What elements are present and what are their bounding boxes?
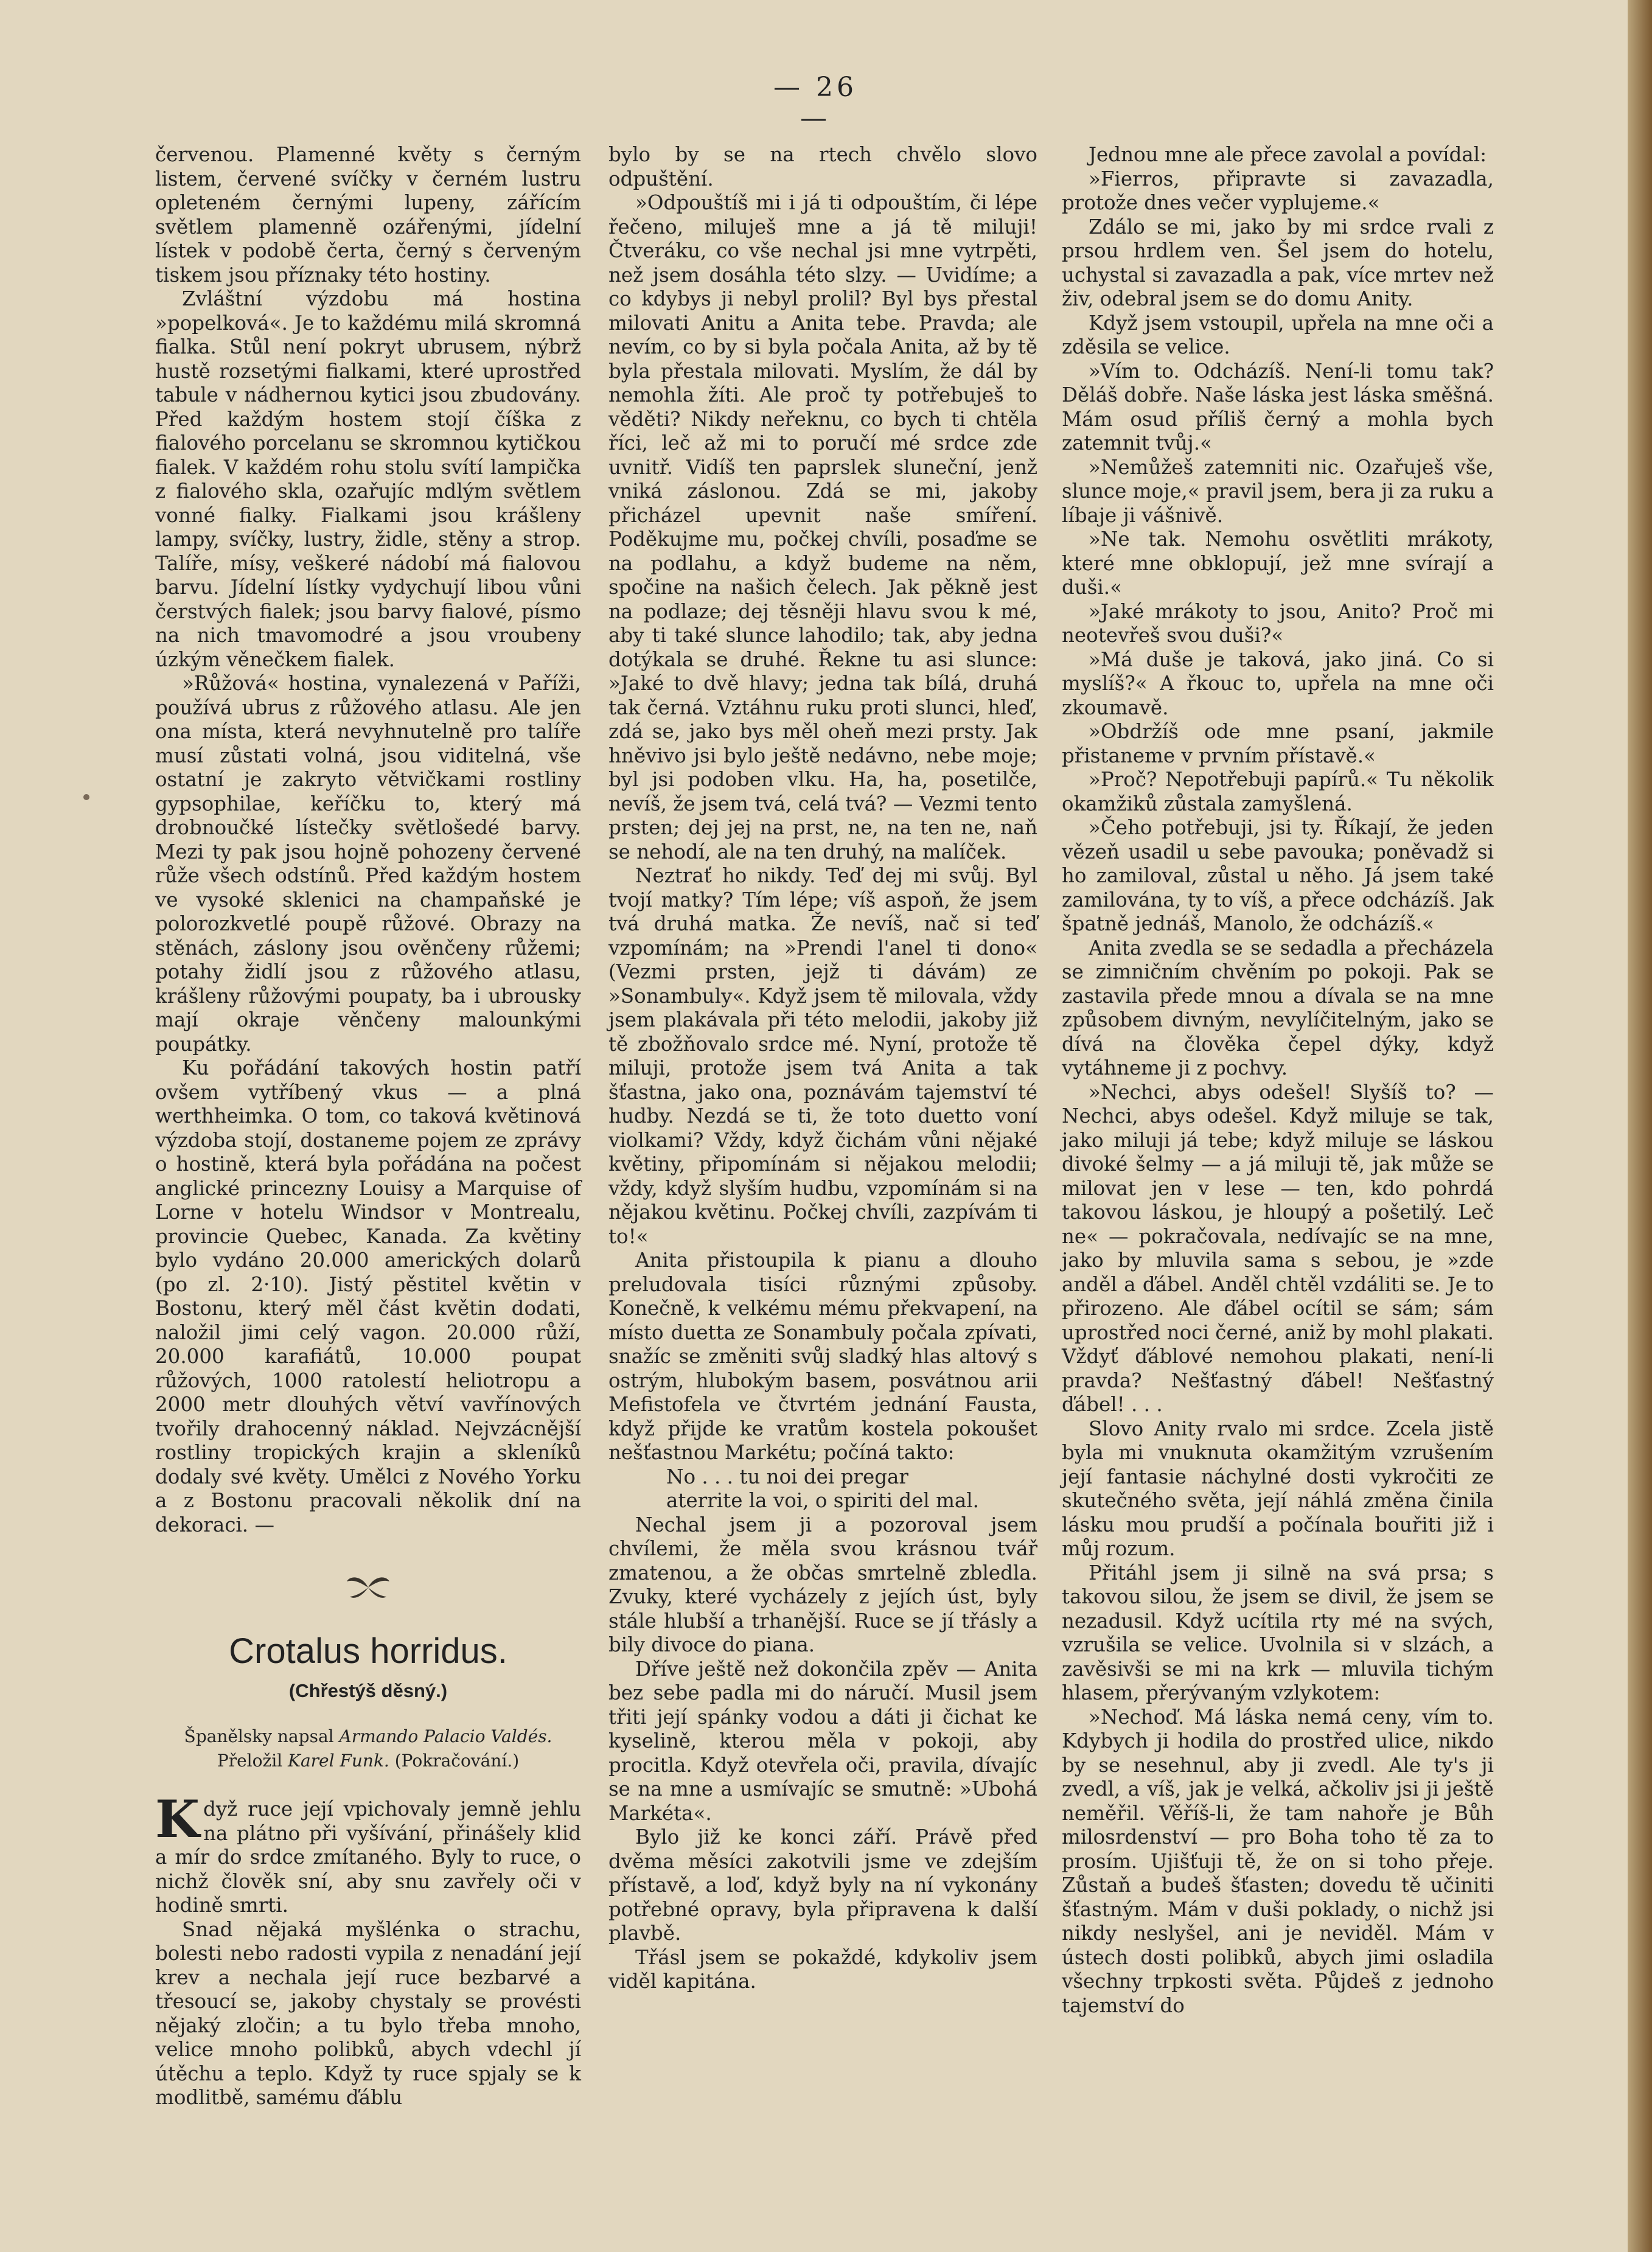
paragraph: Třásl jsem se pokaždé, kdykoliv jsem viděl kapitána. xyxy=(608,1945,1037,1993)
paragraph: Neztrať ho nikdy. Teď dej mi svůj. Byl tvojí matky? Tím lépe; víš aspoň, že jsem tvá druhá matka. Že nevíš, nač si teď vzpomínám; na »Prendi l'anel ti dono« (Vezmi prsten, jejž ti dávám) ze »Sonambuly«. Když jsem tě milovala, vždy jsem plakávala při této melodii, jakoby již tě zbožňovalo srdce mé. Nyní, protože tě miluji, protože jsem tvá Anita a tak šťastna, jako ona, poznávám tajemství té hudby. Nezdá se ti, že toto duetto voní violkami? Vždy, když čichám vůni nějaké květiny, připomínám si nějakou melodii; vždy, když slyším hudbu, vzpomínám si na nějakou květinu. Počkej chvíli, zazpívám ti to!« xyxy=(608,864,1037,1248)
paragraph: »Proč? Nepotřebuji papírů.« Tu několik okamžiků zůstala zamyšlená. xyxy=(1062,768,1494,815)
paper-speck xyxy=(83,794,89,800)
paragraph: Anita zvedla se se sedadla a přecházela se zimničním chvěním po pokoji. Pak se zastavila přede mnou a dívala se na mne způsobem divným, nevylíčitelným, jako se dívá na člověka čepel dýky, když vytáhneme ji z pochvy. xyxy=(1062,936,1494,1079)
paragraph: »Nechci, abys odešel! Slyšíš to? — Nechci, abys odešel. Když miluje se tak, jako miluji já tebe; když miluje se láskou divoké šelmy — a já miluji tě, jak může se milovat jen v lese — ten, kdo pohrdá takovou láskou, je hloupý a pošetilý. Leč ne« — pokračovala, nedívajíc se na mne, jako by mluvila sama s sebou, je »zde anděl a ďábel. Anděl chtěl vzdáliti se. Je to přirozeno. Ale ďábel ocítil se sám; sám uprostřed noci černé, aniž by mohl plakati. Vždyť ďáblové nemohou plakati, není-li pravda? Nešťastný ďábel! Nešťastný ďábel! . . . xyxy=(1062,1080,1494,1416)
paragraph: »Nechoď. Má láska nemá ceny, vím to. Kdybych ji hodila do prostřed ulice, nikdo by se nesehnul, aby ji zvedl. Ale ty's ji zvedl, a víš, jak je velká, ačkoliv jsi ji ještě neměřil. Věříš-li, že tam nahoře je Bůh milosrdenství — pro Boha toho tě za to prosím. Ujišťuji tě, že on si toho přeje. Zůstaň a budeš šťasten; dovedu tě učiniti šťastným. Mám v duši poklady, o nichž jsi nikdy neslyšel, ani je neviděl. Mám v ústech dosti polibků, abych jimi osladila všechny trpkosti světa. Půjdeš z jednoho tajemství do xyxy=(1062,1705,1494,2017)
column-right xyxy=(1062,143,1494,2018)
paragraph: »Nemůžeš zatemniti nic. Ozařuješ vše, slunce moje,« pravil jsem, bera ji za ruku a líbaje ji vášnivě. xyxy=(1062,455,1494,527)
drop-cap: K xyxy=(155,1789,200,1849)
column-left xyxy=(155,143,581,2110)
paragraph: červenou. Plamenné květy s černým listem, červené svíčky v černém lustru opleteném černými lupeny, zářícím světlem plamenně ozářenými, jídelní lístek v podobě čerta, černý s červeným tiskem jsou příznaky této hostiny. xyxy=(155,143,581,287)
paragraph: Anita přistoupila k pianu a dlouho preludovala tisíci různými způsoby. Konečně, k velkému mému překvapení, na místo duetta ze Sonambuly počala zpívati, snažíc se změniti svůj sladký hlas altový s ostrým, hlubokým basem, posvátnou arii Mefistofela ve čtvrtém jednání Fausta, když přijde ke vratům kostela pokoušet nešťastnou Markétu; počíná takto: xyxy=(608,1249,1037,1464)
paragraph: »Čeho potřebuji, jsi ty. Říkají, že jeden vězeň usadil u sebe pavouka; poněvadž si ho zamiloval, zůstal u něho. Já jsem také zamilována, ty to víš, a přece odcházíš. Jak špatně jednáš, Manolo, že odcházíš.« xyxy=(1062,816,1494,935)
credit-prefix: Přeložil xyxy=(217,1751,283,1771)
credit-suffix: (Pokračování.) xyxy=(394,1751,520,1771)
paragraph: »Má duše je taková, jako jiná. Co si myslíš?« A řkouc to, upřela na mne oči zkoumavě. xyxy=(1062,647,1494,719)
paragraph: »Odpouštíš mi i já ti odpouštím, či lépe řečeno, miluješ mne a já tě miluji! Čtveráku, co vše nechal jsi mne vytrpěti, než jsem dosáhla této slzy. — Uvidíme; a co kdybys ji nebyl prolil? Byl bys přestal milovati Anitu a Anita tebe. Pravda; ale nevím, co by si byla počala Anita, až by tě byla přestala milovati. Myslím, že dál by nemohla žíti. Ale proč ty potřebuješ to věděti? Nikdy neřeknu, co bych ti chtěla říci, leč až mi to poručí mé srdce zde uvnitř. Vidíš ten paprslek sluneční, jenž vniká záslonou. Zdá se mi, jakoby přicházel upevnit naše smíření. Poděkujme mu, počkej chvíli, posaďme se na podlahu, a když budeme na něm, spočine na našich čelech. Jak pěkně jest na podlaze; dej těsněji hlavu svou k mé, aby ti také slunce lahodilo; tak, aby jedna dotýkala se druhé. Řekne tu asi slunce: »Jaké to dvě hlavy; jedna tak bílá, druhá tak černá. Vztáhnu ruku proti slunci, hleď, zdá se, jako bys měl oheň mezi prsty. Jak hněvivo jsi bylo ještě nedávno, nebe moje; byl jsi podoben vlku. Ha, ha, posetilče, nevíš, že jsem tvá, celá tvá? — Vezmi tento prsten; dej jej na prst, ne, na ten ne, naň se nehodí, ale na ten druhý, na malíček. xyxy=(608,191,1037,863)
paragraph: Snad nějaká myšlénka o strachu, bolesti nebo radosti vypila z nenadání její krev a nechala její ruce bezbarvé a třesoucí se, jakoby chystaly se provésti nějaký zločin; a tu bylo třeba mnoho, velice mnoho polibků, abych vdechl jí útěchu a teplo. Když ty ruce spjaly se k modlitbě, samému ďáblu xyxy=(155,1917,581,2109)
credit-prefix: Španělsky napsal xyxy=(184,1726,334,1746)
paragraph: »Obdržíš ode mne psaní, jakmile přistaneme v prvním přístavě.« xyxy=(1062,720,1494,767)
paragraph: »Růžová« hostina, vynalezená v Paříži, používá ubrus z růžového atlasu. Ale jen ona místa, která nevyhnutelně pro talíře musí zůstati volná, jsou viditelná, vše ostatní je zakryto větvičkami rostliny gypsophilae, keříčku to, který má drobnoučké lístečky světlošedé barvy. Mezi ty pak jsou hojně pohozeny červené růže všech odstínů. Před každým hostem ve vysoké sklenici na champaňské je polorozkvetlé poupě růžové. Obrazy na stěnách, záslony jsou ověnčeny růžemi; potahy židlí jsou z růžového atlasu, krášleny růžovými poupaty, ba i ubrousky mají okraje věnčeny malounkými poupátky. xyxy=(155,672,581,1056)
paragraph: Zdálo se mi, jako by mi srdce rvali z prsou hrdlem ven. Šel jsem do hotelu, uchystal si zavazadla a pak, více mrtev než živ, odebral jsem se do domu Anity. xyxy=(1062,215,1494,310)
credit-translator: Karel Funk. xyxy=(288,1751,389,1771)
ornament-icon xyxy=(155,1572,581,1606)
paragraph: Přitáhl jsem ji silně na svá prsa; s takovou silou, že jsem se divil, že jsem se nezadusil. Když ucítila rty mé na svých, vzrušila se velice. Uvolnila si v slzách, a zavěsivši se mi na krk — mluvila tichým hlasem, přerývaným vzlykotem: xyxy=(1062,1561,1494,1704)
credit-author: Armando Palacio Valdés. xyxy=(339,1726,552,1746)
paragraph: Jednou mne ale přece zavolal a povídal: xyxy=(1089,143,1487,166)
article-title: Crotalus horridus. xyxy=(229,1631,507,1671)
paragraph: »Ne tak. Nemohu osvětliti mrákoty, které mne obklopují, jež mne svírají a duši.« xyxy=(1062,528,1494,599)
credits xyxy=(155,1724,581,1773)
paragraph: Ku pořádání takových hostin patří ovšem vytříbený vkus — a plná werthheimka. O tom, co taková květinová výzdoba stojí, dostaneme pojem ze zprávy o hostině, která byla pořádána na počest anglické princezny Louisy a Marquise of Lorne v hotelu Windsor v Montrealu, provincie Quebec, Kanada. Za květiny bylo vydáno 20.000 amerických dolarů (po zl. 2·10). Jistý pěstitel květin v Bostonu, který měl část květin dodati, naložil jimi celý vagon. 20.000 růží, 20.000 karafiátů, 10.000 poupat růžových, 1000 ratolestí heliotropu a 2000 metr dlouhých větví vavřínových tvořily drahocenný náklad. Nejvzácnější rostliny tropických krajin a skleníků dodaly své květy. Umělci z Nového Yorku a z Bostonu pracovali několik dní na dekoraci. — xyxy=(155,1056,581,1536)
paragraph: »Vím to. Odcházíš. Není-li tomu tak? Děláš dobře. Naše láska jest láska směšná. Mám osud příliš černý a mohla bych zatemnit tvůj.« xyxy=(1062,359,1494,455)
paragraph: Nechal jsem ji a pozoroval jsem chvílemi, že měla svou krásnou tvář zmatenou, a že občas smrtelně zbledla. Zvuky, které vycházely z jejích úst, byly stále hlubší a trhanější. Ruce se jí třásly a bily divoce do piana. xyxy=(608,1513,1037,1656)
paragraph: Když jsem vstoupil, upřela na mne oči a zděsila se velice. xyxy=(1062,311,1494,358)
verse-line: aterrite la voi, o spiriti del mal. xyxy=(666,1489,980,1512)
paragraph-text: dyž ruce její vpichovaly jemně jehlu na plátno při vyšívání, přinášely klid a mír do srdce zmítaného. Byly to ruce, o nichž člověk sní, aby snu zavřely oči v hodině smrti. xyxy=(155,1797,581,1917)
paragraph: »Jaké mrákoty to jsou, Anito? Proč mi neotevřeš svou duši?« xyxy=(1062,599,1494,647)
article-subtitle: (Chřestýš děsný.) xyxy=(288,1679,448,1701)
paragraph: »Fierros, připravte si zavazadla, protože dnes večer vyplujeme.« xyxy=(1062,167,1494,214)
fleuron-icon xyxy=(341,1572,396,1603)
paragraph xyxy=(155,1789,581,1918)
paragraph: bylo by se na rtech chvělo slovo odpuštění. xyxy=(608,143,1037,190)
page-number: — 26 — xyxy=(773,72,857,134)
paragraph: Bylo již ke konci září. Právě před dvěma měsíci zakotvili jsme ve zdejším přístavě, a loď, když byly na ní vykonány potřebné opravy, byla připravena k další plavbě. xyxy=(608,1825,1037,1945)
paragraph: Slovo Anity rvalo mi srdce. Zcela jistě byla mi vnuknuta okamžitým vzrušením její fantasie náchylné dosti vykročiti ze skutečného světa, její náhlá změna činila lásku mou prudší a počínala bouřiti již i můj rozum. xyxy=(1062,1417,1494,1560)
book-spine xyxy=(1628,0,1652,2252)
paragraph: Zvláštní výzdobu má hostina »popelková«. Je to každému milá skromná fialka. Stůl není pokryt ubrusem, nýbrž hustě rozsetými fialkami, které uprostřed tabule v nádhernou kytici jsou zbudovány. Před každým hostem stojí číška z fialového porcelanu se skromnou kytičkou fialek. V každém rohu stolu svítí lampička z fialového skla, ozařujíc mdlým světlem vonné fialky. Fialkami jsou krášleny lampy, svíčky, lustry, židle, stěny a strop. Talíře, mísy, veškeré nádobí má fialovou barvu. Jídelní lístky vydychují libou vůni čerstvých fialek; jsou barvy fialové, písmo na nich tmavomodré a jsou vroubeny úzkým věnečkem fialek. xyxy=(155,287,581,671)
verse-line: No . . . tu noi dei pregar xyxy=(666,1465,908,1488)
paragraph: Dříve ještě než dokončila zpěv — Anita bez sebe padla mi do náručí. Musil jsem třiti její spánky vodou a dáti ji čichat ke kyselině, kterou měla v pokoji, aby procitla. Když otevřela oči, pravila, dívajíc se na mne a usmívajíc se smutně: »Ubohá Markéta«. xyxy=(608,1657,1037,1825)
column-middle xyxy=(608,143,1037,1994)
